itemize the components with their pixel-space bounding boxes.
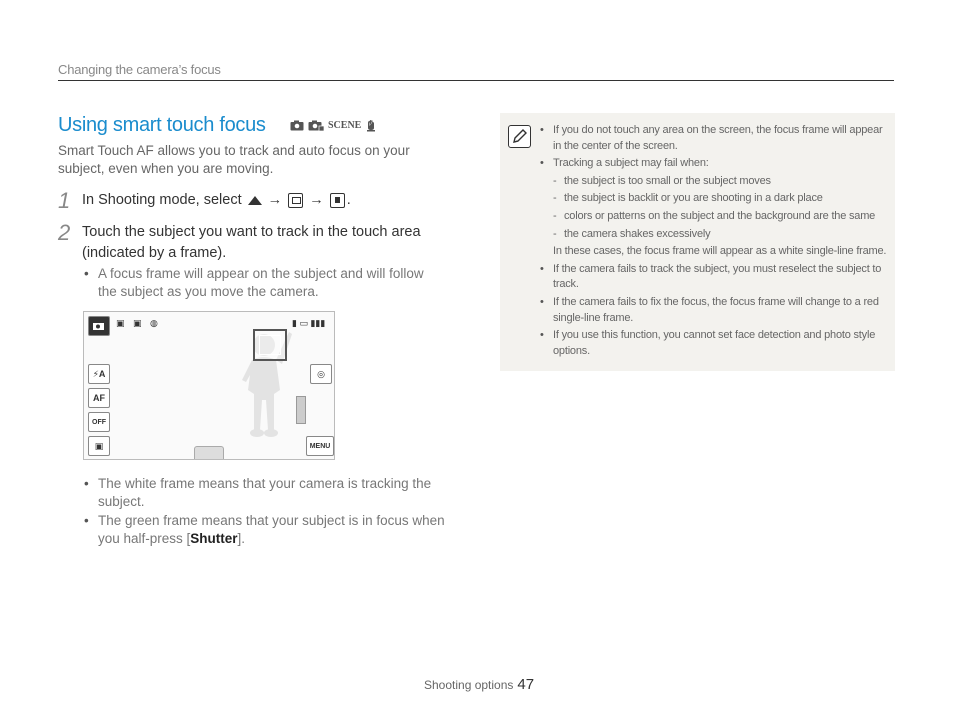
note-item: - the subject is too small or the subject moves <box>553 174 888 190</box>
note-item: • If the camera fails to track the subject, you must reselect the subject to track. <box>553 262 888 293</box>
note-item: • If you use this function, you cannot set face detection and photo style options. <box>553 328 888 359</box>
footer <box>424 676 534 693</box>
white-frame-bullet: • The white frame means that your camera is tracking the subject. <box>98 475 438 511</box>
step-number-1: 1 <box>58 188 71 213</box>
wheel-icon: ◎ <box>310 364 332 384</box>
green-frame-bullet <box>98 512 458 548</box>
bottom-tab-handle <box>194 446 224 459</box>
mode-icons <box>290 119 377 132</box>
smart-touch-af-icon <box>330 193 345 208</box>
timer-off-button: OFF <box>88 412 110 432</box>
step-number-2: 2 <box>58 220 71 245</box>
triangle-up-icon <box>248 196 262 205</box>
smart-camera-icon <box>308 120 324 131</box>
smart-camera-mode-button <box>88 316 110 336</box>
step-1-text <box>82 190 462 211</box>
status-icons-left: ▣ ▣ ◍ <box>116 318 161 328</box>
note-item: • If the camera fails to fix the focus, the focus frame will change to a red single-line frame. <box>553 295 888 326</box>
focus-menu-icon <box>288 193 303 208</box>
intro-text: Smart Touch AF allows you to track and auto focus on your subject, even when you are moving. <box>58 143 410 176</box>
shutter-label: Shutter <box>190 531 238 546</box>
note-item: - the subject is backlit or you are shooting in a dark place <box>553 191 888 207</box>
note-list <box>553 123 888 361</box>
green-frame-end: ]. <box>237 531 246 546</box>
note-item: In these cases, the focus frame will appear as a white single-line frame. <box>553 245 887 258</box>
camera-screen-illustration <box>83 311 335 460</box>
arrow-2: → <box>309 192 324 208</box>
step-1-label: In Shooting mode, select <box>82 192 242 208</box>
side-tab-handle <box>296 396 306 424</box>
page-number: 47 <box>517 676 535 693</box>
flash-button: ⚡A <box>88 364 110 384</box>
af-button: AF <box>88 388 110 408</box>
step-1-end: . <box>346 192 351 208</box>
footer-section: Shooting options <box>424 678 514 692</box>
section-title: Using smart touch focus <box>58 114 266 136</box>
dual-is-icon <box>365 119 377 132</box>
battery-icon: ▮ ▭ ▮▮▮ <box>292 318 326 328</box>
note-item: - the camera shakes excessively <box>553 227 888 243</box>
note-item: • If you do not touch any area on the screen, the focus frame will appear in the center of the screen. <box>553 123 888 154</box>
camera-icon <box>290 120 304 131</box>
focus-frame <box>253 329 287 361</box>
note-item: - colors or patterns on the subject and the background are the same <box>553 209 888 225</box>
green-frame-text: The green frame means that your subject is in focus when you half-press [ <box>98 513 445 546</box>
photo-style-button: ▣ <box>88 436 110 456</box>
arrow-1: → <box>267 192 283 208</box>
menu-button: MENU <box>306 436 334 456</box>
header-rule <box>58 80 894 81</box>
step-2-text: Touch the subject you want to track in the touch area (indicated by a frame). <box>82 224 421 261</box>
step-2-bullet: • A focus frame will appear on the subject and will follow the subject as you move the camera. <box>98 265 438 301</box>
note-item: • Tracking a subject may fail when: <box>553 156 888 172</box>
note-pencil-icon <box>508 125 531 148</box>
breadcrumb: Changing the camera’s focus <box>58 62 221 77</box>
scene-icon: SCENE <box>328 120 362 131</box>
